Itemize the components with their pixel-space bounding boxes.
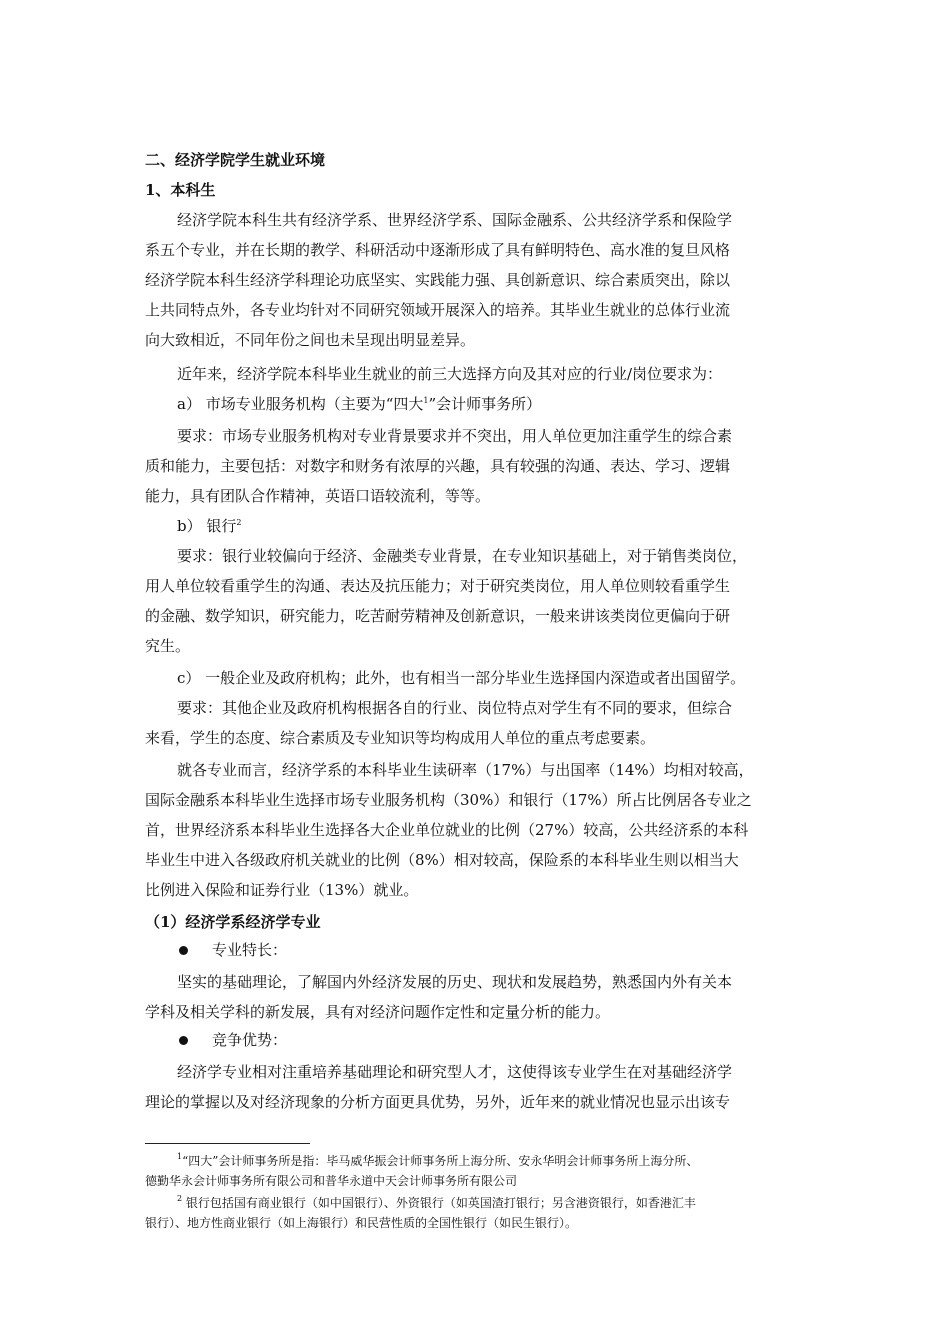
- item-b-requirement: 究生。: [145, 637, 191, 655]
- item-b-requirement: 的金融、数学知识，研究能力，吃苦耐劳精神及创新意识，一般来讲该类岗位更偏向于研: [145, 607, 731, 625]
- item-a-requirement: 要求：市场专业服务机构对专业背景要求并不突出，用人单位更加注重学生的综合素: [177, 427, 733, 445]
- intro-line: 向大致相近，不同年份之间也未呈现出明显差异。: [145, 331, 476, 349]
- item-a-title: a） 市场专业服务机构（主要为“四大$^1$”会计师事务所）: [177, 395, 542, 413]
- feature-line: 坚实的基础理论，了解国内外经济发展的历史、现状和发展趋势，熟悉国内外有关本: [177, 973, 733, 991]
- advantage-line: 理论的掌握以及对经济现象的分析方面更具优势，另外，近年来的就业情况也显示出该专: [145, 1093, 731, 1111]
- footnote-ref-2: 2: [236, 518, 242, 527]
- item-c-title: c） 一般企业及政府机构；此外，也有相当一部分毕业生选择国内深造或者出国留学。: [177, 669, 746, 687]
- footnote-ref-1: 1: [423, 396, 429, 405]
- majors-line: 就各专业而言，经济学系的本科毕业生读研率（17%）与出国率（14%）均相对较高，: [177, 761, 754, 779]
- advantage-line: 经济学专业相对注重培养基础理论和研究型人才，这使得该专业学生在对基础经济学: [177, 1063, 733, 1081]
- feature-label: 专业特长：: [212, 941, 288, 959]
- footnote-number: 1: [177, 1152, 183, 1161]
- majors-line: 比例进入保险和证券行业（13%）就业。: [145, 881, 419, 899]
- bullet-icon: [179, 946, 188, 955]
- majors-line: 国际金融系本科毕业生选择市场专业服务机构（30%）和银行（17%）所占比例居各专业之: [145, 791, 752, 809]
- intro-line: 上共同特点外，各专业均针对不同研究领域开展深入的培养。其毕业生就业的总体行业流: [145, 301, 731, 319]
- advantage-label: 竞争优势：: [212, 1031, 288, 1049]
- intro-line: 经济学院本科生共有经济学系、世界经济学系、国际金融系、公共经济学系和保险学: [177, 211, 733, 229]
- footnote-1: $^1$“四大”会计师事务所是指：毕马威华振会计师事务所上海分所、安永华明会计师事务所上海分所、: [177, 1152, 699, 1168]
- footnote-1-cont: 德勤华永会计师事务所有限公司和普华永道中天会计师事务所有限公司: [145, 1174, 518, 1188]
- section-title: 二、经济学院学生就业环境: [145, 151, 326, 169]
- intro-line: 经济学院本科生经济学科理论功底坚实、实践能力强、具创新意识、综合素质突出，除以: [145, 271, 731, 289]
- footnote-2: $^2$ 银行包括国有商业银行（如中国银行）、外资银行（如英国渣打银行；另含港资银行，如香港汇丰: [177, 1194, 696, 1210]
- recent-paragraph: 近年来，经济学院本科毕业生就业的前三大选择方向及其对应的行业/岗位要求为：: [177, 365, 723, 383]
- footnote-2-cont: 银行）、地方性商业银行（如上海银行）和民营性质的全国性银行（如民生银行）。: [145, 1216, 578, 1230]
- item-c-requirement: 要求：其他企业及政府机构根据各自的行业、岗位特点对学生有不同的要求，但综合: [177, 699, 733, 717]
- item-b-requirement: 要求：银行业较偏向于经济、金融类专业背景，在专业知识基础上，对于销售类岗位，: [177, 547, 748, 565]
- item-b-title: b） 银行$^2$: [177, 517, 242, 535]
- bullet-icon: [179, 1036, 188, 1045]
- item-b-requirement: 用人单位较看重学生的沟通、表达及抗压能力；对于研究类岗位，用人单位则较看重学生: [145, 577, 731, 595]
- item-c-requirement: 来看，学生的态度、综合素质及专业知识等均构成用人单位的重点考虑要素。: [145, 729, 656, 747]
- feature-line: 学科及相关学科的新发展，具有对经济问题作定性和定量分析的能力。: [145, 1003, 611, 1021]
- footnote-divider: [145, 1143, 310, 1144]
- item-a-requirement: 质和能力，主要包括：对数字和财务有浓厚的兴趣，具有较强的沟通、表达、学习、逻辑: [145, 457, 731, 475]
- majors-line: 毕业生中进入各级政府机关就业的比例（8%）相对较高，保险系的本科毕业生则以相当大: [145, 851, 739, 869]
- econ-major-title: （1）经济学系经济学专业: [145, 913, 321, 931]
- intro-line: 系五个专业，并在长期的教学、科研活动中逐渐形成了具有鲜明特色、高水准的复旦风格: [145, 241, 731, 259]
- footnote-number: 2: [177, 1194, 183, 1203]
- majors-line: 首，世界经济系本科毕业生选择各大企业单位就业的比例（27%）较高，公共经济系的本科: [145, 821, 749, 839]
- item-a-requirement: 能力，具有团队合作精神，英语口语较流利，等等。: [145, 487, 491, 505]
- subsection-title: 1、本科生: [145, 181, 216, 199]
